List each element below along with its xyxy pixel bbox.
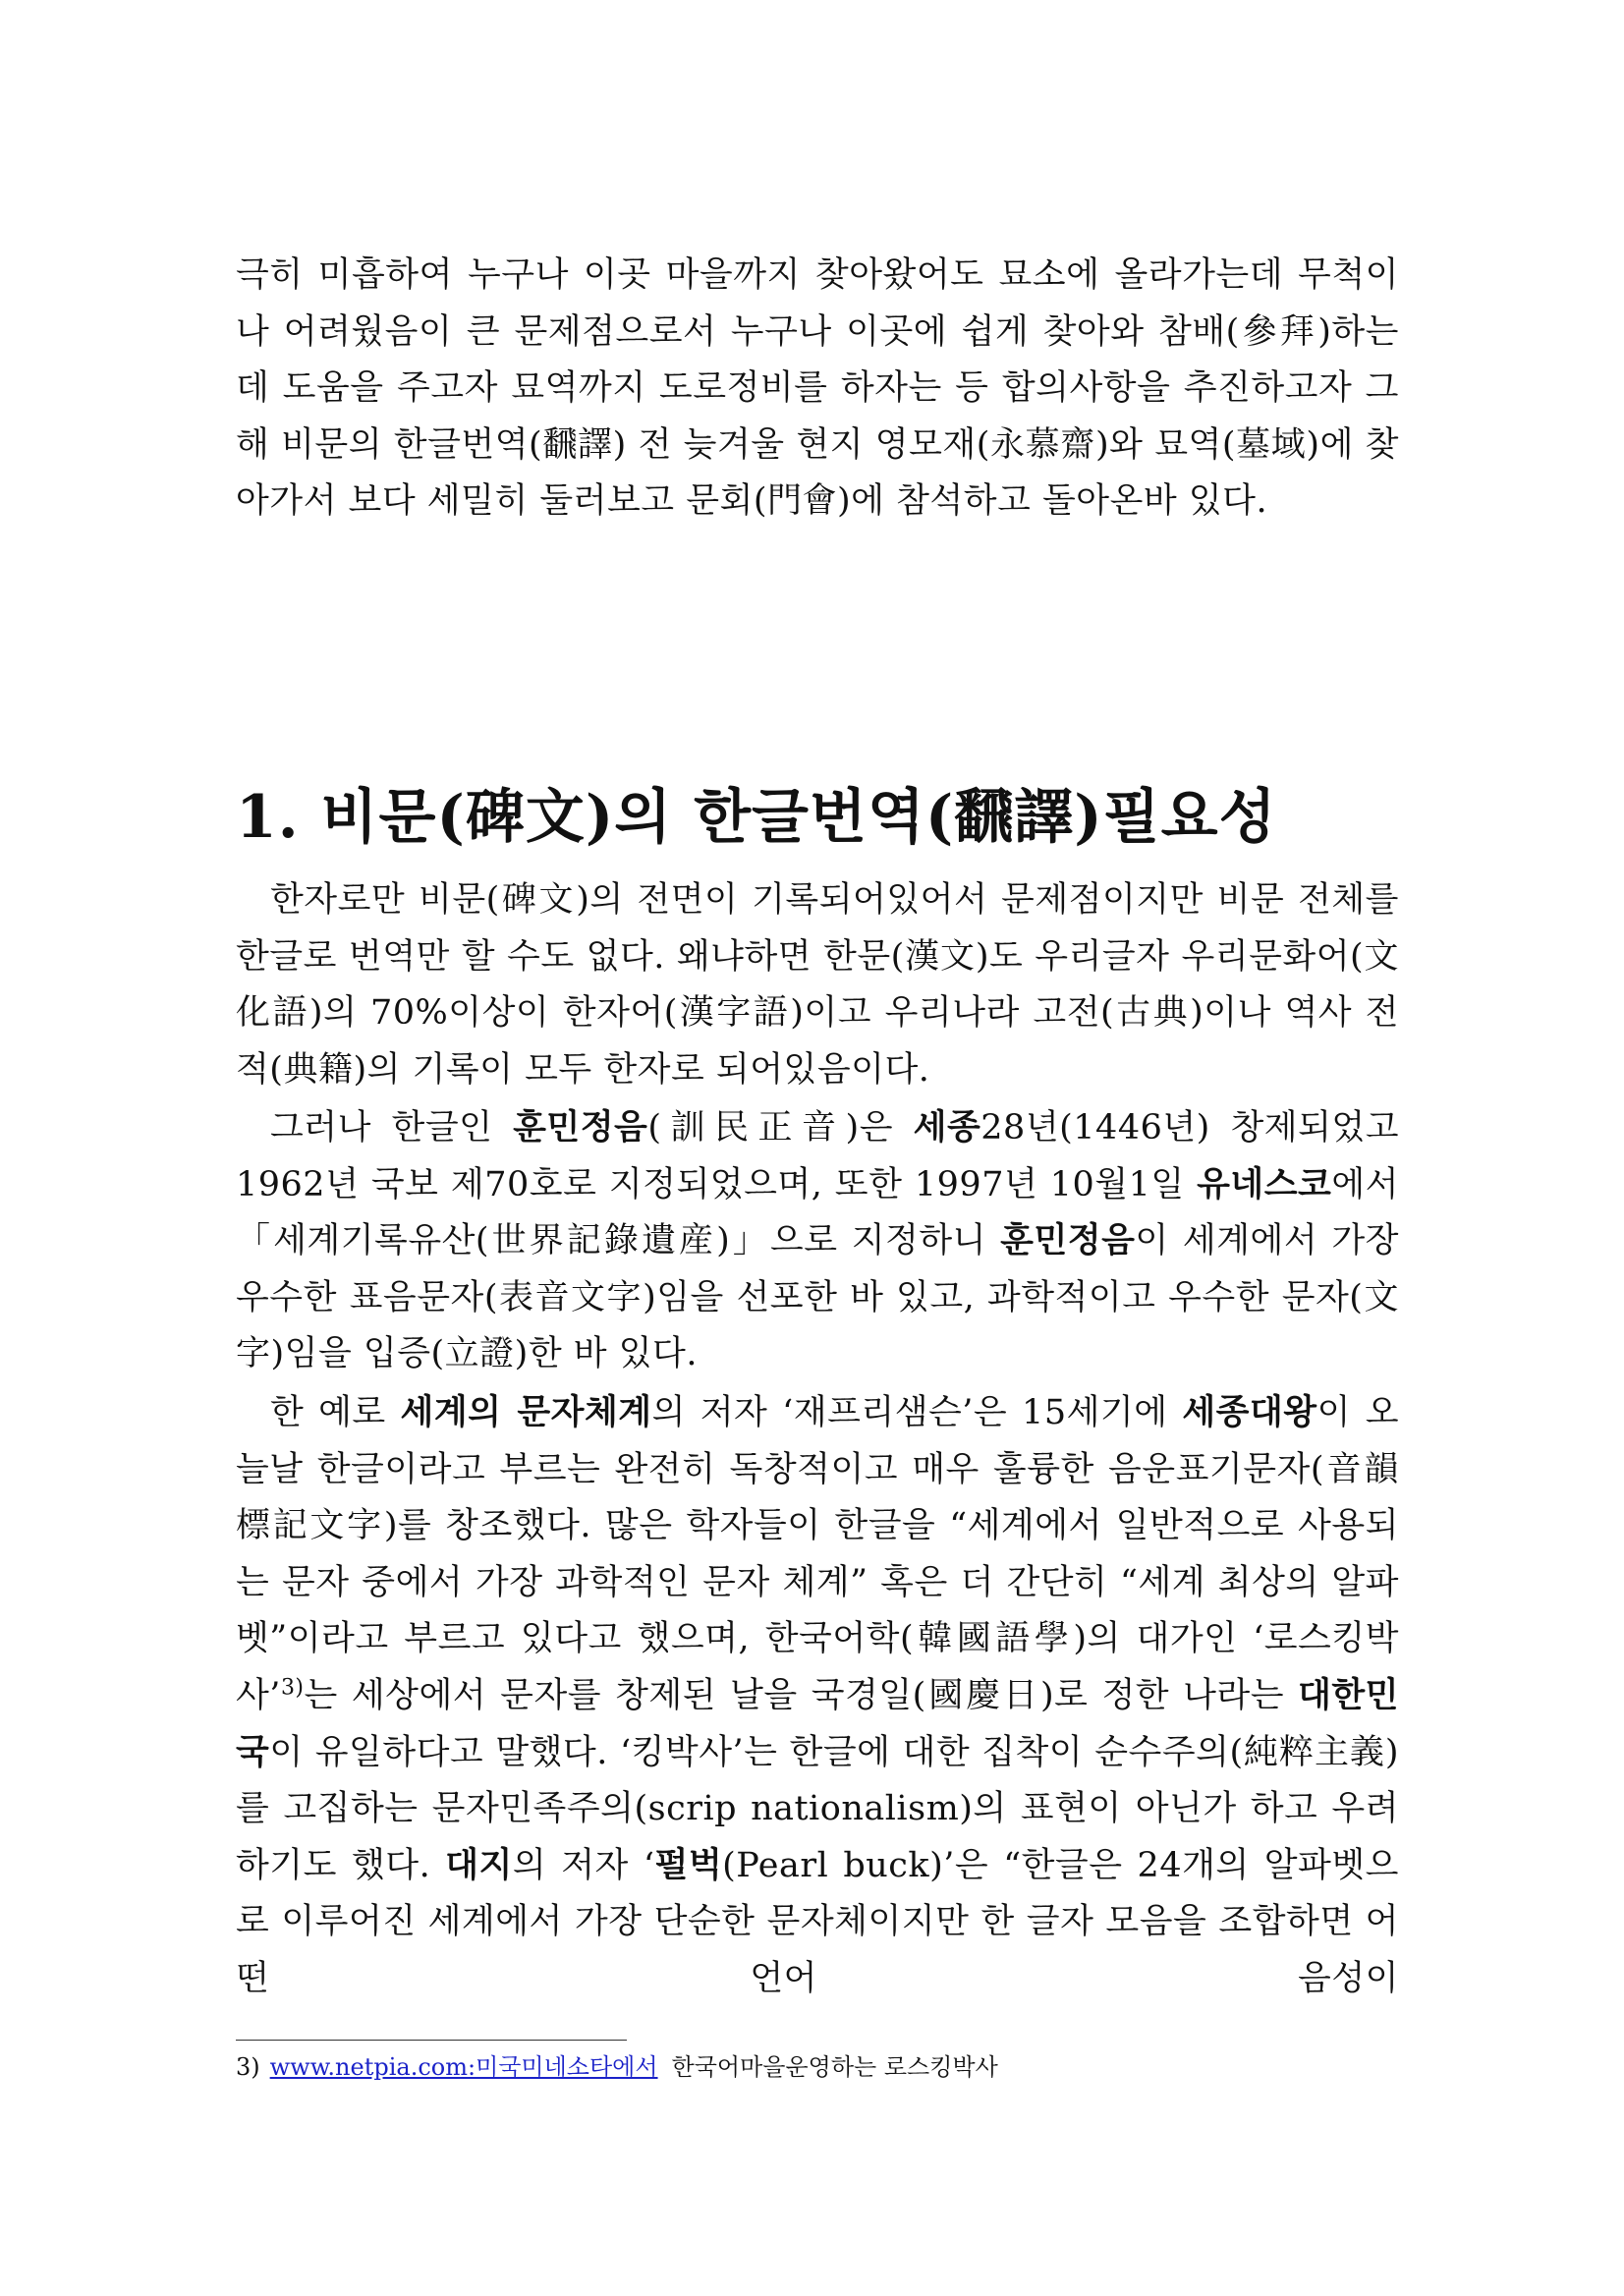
p2-bold-hunminjeongeum: 훈민정음 [513,1108,648,1148]
p3-text-2: 의 저자 ‘재프리샘슨’은 15세기에 [651,1393,1183,1432]
p2-text-4: 에서「세계기록유산(世界記錄遺産)」으로 지정하니 [236,1164,1399,1261]
paragraph-2-block [236,1100,1399,1383]
paragraph-1: 한자로만 비문(碑文)의 전면이 기록되어있어서 문제점이지만 비문 전체를 한글로 번역만 할 수도 없다. 왜냐하면 한문(漢文)도 우리글자 우리문화어(文化語)의 70%이상이 한자어(漢字語)이고 우리나라 고전(古典)이나 역사 전적(典籍)의 기록이 모두 한자로 되어있음이다. [236,880,1399,1090]
p2-text-1: 그러나 한글인 [270,1108,514,1148]
paragraph-3 [236,1385,1399,2008]
p3-bold-daeji: 대지 [445,1845,513,1885]
intro-paragraph-block [236,248,1399,531]
p3-text-6: 의 저자 ‘ [512,1845,655,1885]
p2-bold-hunminjeongeum-2: 훈민정음 [1000,1221,1136,1261]
p3-text-7: (Pearl buck)’은 “한글은 24개의 알파벳으로 이루어진 세계에서 가장 단순한 문자체이지만 한 글자 모음을 조합하면 어떤 언어 음성이 [236,1845,1399,1998]
footnote-link[interactable]: www.netpia.com:미국미네소타에서 [269,2053,658,2081]
p3-text-3: 이 오늘날 한글이라고 부르는 완전히 독창적이고 매우 훌륭한 음운표기문자(音韻標記文字)를 창조했다. 많은 학자들이 한글을 “세계에서 일반적으로 사용되는 문자 중에서 가장 과학적인 문자 체계” 혹은 더 간단히 “세계 최상의 알파벳”이라고 부르고 있다고 했으며, 한국어학(韓國語學)의 대가인 ‘로스킹박사’ [236,1393,1400,1715]
p3-text-1: 한 예로 [270,1393,401,1432]
footnote-ref-3[interactable]: 3) [280,1675,305,1701]
paragraph-3-block [236,1385,1399,2008]
p3-bold-pearl-buck: 펄벅 [654,1845,723,1885]
intro-paragraph: 극히 미흡하여 누구나 이곳 마을까지 찾아왔어도 묘소에 올라가는데 무척이나 어려웠음이 큰 문제점으로서 누구나 이곳에 쉽게 찾아와 참배(參拜)하는데 도움을 주고자 묘역까지 도로정비를 하자는 등 합의사항을 추진하고자 그해 비문의 한글번역(飜譯) 전 늦겨울 현지 영모재(永慕齋)와 묘역(墓域)에 찾아가서 보다 세밀히 둘러보고 문회(門會)에 참석하고 돌아온바 있다. [236,255,1399,522]
p3-bold-sejong-daewang: 세종대왕 [1182,1393,1317,1432]
p3-text-5: 이 유일하다고 말했다. ‘킹박사’는 한글에 대한 집착이 순수주의(純粹主義)를 고집하는 문자민족주의(scrip nationalism)의 표현이 아닌가 하고 우려하기도 했다. [236,1732,1399,1885]
footnote-text: 한국어마을운영하는 로스킹박사 [671,2053,998,2081]
section-heading: 1. 비문(碑文)의 한글번역(飜譯)필요성 [236,783,1277,852]
p2-text-5: 이 세계에서 가장 우수한 표음문자(表音文字)임을 선포한 바 있고, 과학적이고 우수한 문자(文字)임을 입증(立證)한 바 있다. [236,1221,1399,1374]
p2-text-2: (訓民正音)은 [647,1108,914,1148]
p3-bold-writing-systems: 세계의 문자체계 [400,1393,652,1432]
p3-text-4: 는 세상에서 문자를 창제된 날을 국경일(國慶日)로 정한 나라는 [304,1675,1299,1715]
p2-bold-sejong: 세종 [913,1108,981,1148]
paragraph-1-block [236,872,1399,1098]
p3-bold-korea: 대한민국 [236,1675,1399,1772]
p2-bold-unesco: 유네스코 [1197,1164,1332,1204]
p2-text-3: 28년(1446년) 창제되었고 1962년 국보 제70호로 지정되었으며, 또한 1997년 10월1일 [236,1108,1399,1204]
footnote-divider [236,2040,627,2041]
paragraph-2 [236,1100,1399,1383]
footnote-3 [236,2047,1399,2087]
footnote-number: 3) [236,2053,260,2081]
